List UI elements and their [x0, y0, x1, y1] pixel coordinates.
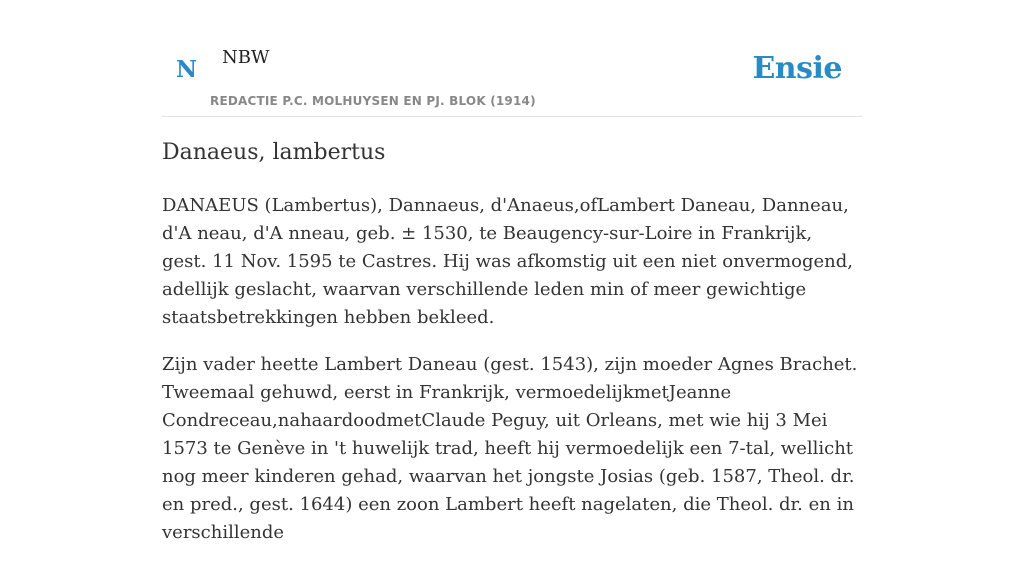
- source-name-link[interactable]: NBW: [222, 47, 270, 68]
- source-subtitle: REDACTIE P.C. MOLHUYSEN EN PJ. BLOK (1914): [210, 94, 536, 108]
- header: [162, 0, 862, 117]
- source-logo-icon[interactable]: N: [176, 56, 198, 83]
- ensie-logo-link[interactable]: Ensie: [752, 51, 842, 86]
- article-title: Danaeus, lambertus: [162, 140, 386, 165]
- article-body: [162, 192, 862, 566]
- article-paragraph: DANAEUS (Lambertus), Dannaeus, d'Anaeus,ofLambert Daneau, Danneau, d'A neau, d'A nneau, geb. ± 1530, te Beaugency-sur-Loire in Frankrijk, gest. 11 Nov. 1595 te Castres. Hij was afkomstig uit een niet onvermogend, adellijk geslacht, waarvan verschillende leden min of meer gewichtige staatsbetrekkingen hebben bekleed.: [162, 195, 854, 328]
- article-paragraph: Zijn vader heette Lambert Daneau (gest. 1543), zijn moeder Agnes Brachet. Tweemaal gehuwd, eerst in Frankrijk, vermoedelijkmetJeanne Condreceau,nahaardoodmetClaude Peguy, uit Orleans, met wie hij 3 Mei 1573 te Genève in 't huwelijk trad, heeft hij vermoedelijk een 7-tal, wellicht nog meer kinderen gehad, waarvan het jongste Josias (geb. 1587, Theol. dr. en pred., gest. 1644) een zoon Lambert heeft nagelaten, die Theol. dr. en in verschillende: [162, 354, 858, 543]
